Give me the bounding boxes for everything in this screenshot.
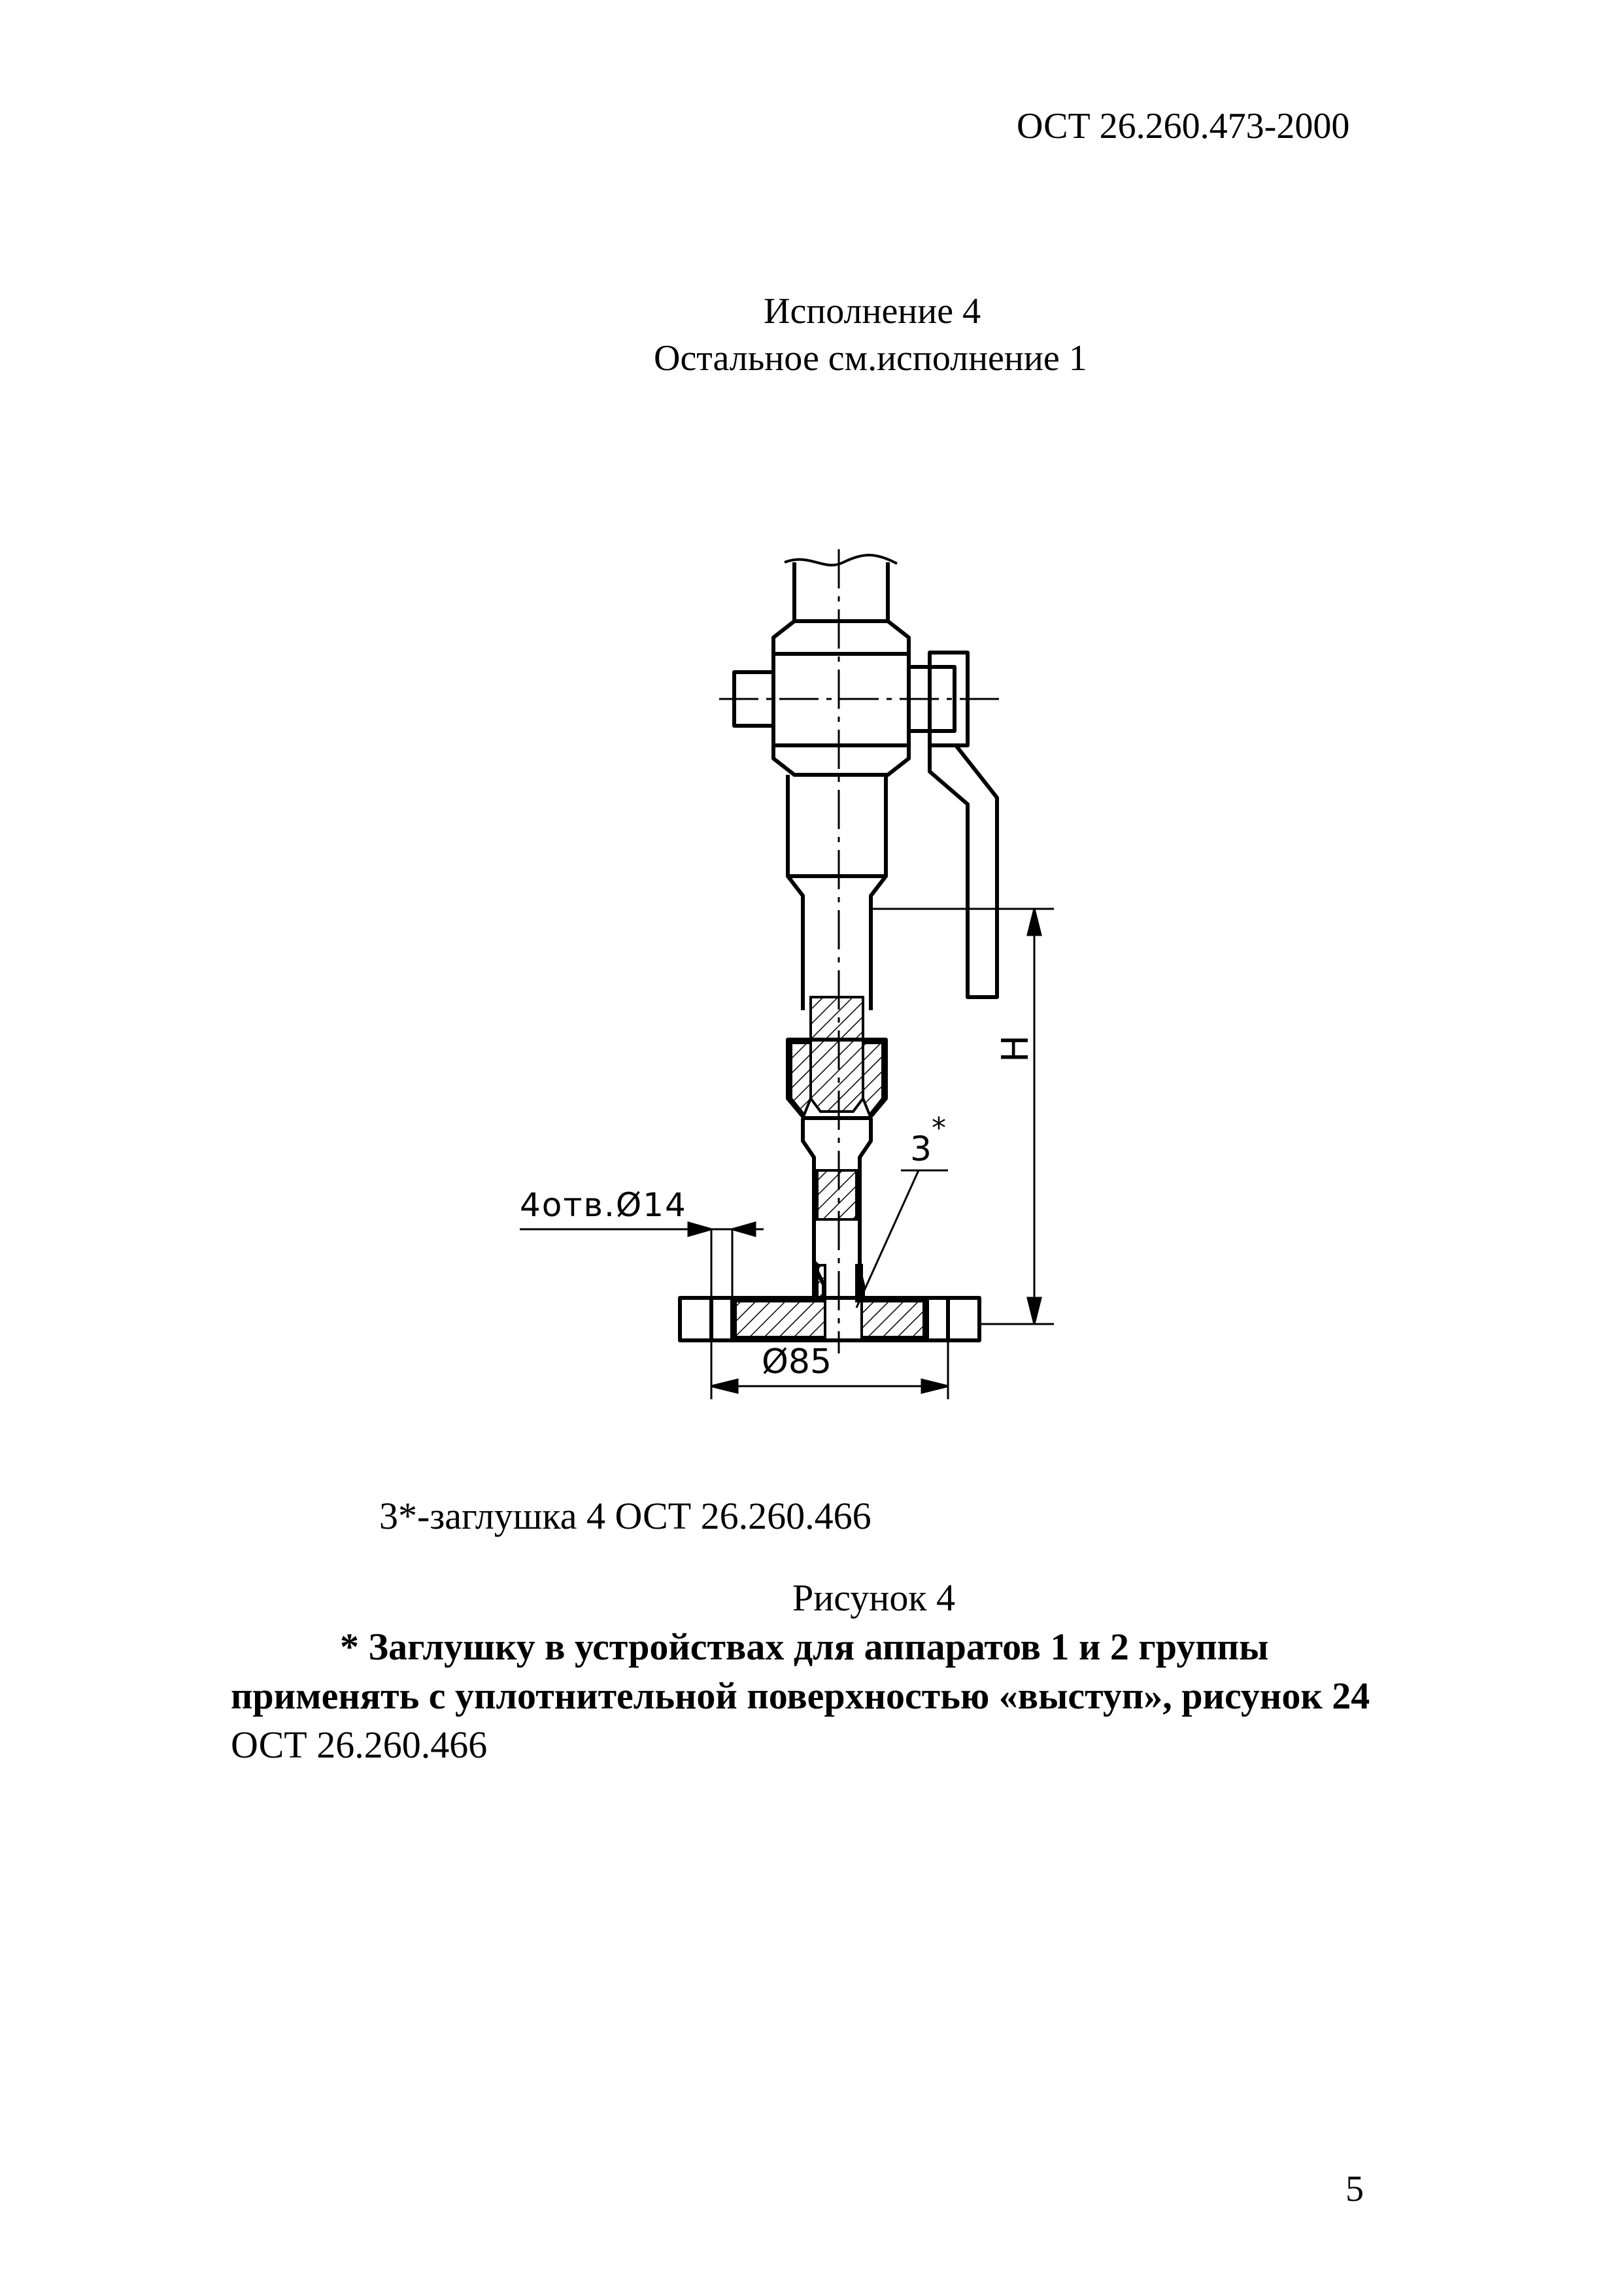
- figure-caption: Рисунок 4: [792, 1576, 955, 1619]
- footnote-line-2: применять с уплотнительной поверхностью «выступ», рисунок 24: [231, 1674, 1370, 1717]
- hatch-flange-left: [736, 1301, 825, 1337]
- execution-subtitle: Остальное см.исполнение 1: [654, 338, 1087, 379]
- valve-neck: [788, 775, 886, 1010]
- top-pipe: [794, 562, 888, 621]
- hatch-lower-stem: [817, 1170, 856, 1219]
- callout-note: 3*-заглушка 4 ОСТ 26.260.466: [379, 1495, 871, 1537]
- hatch-upper-insert: [811, 997, 863, 1112]
- part-number-label: 3: [910, 1130, 932, 1169]
- hatch-flange-right: [862, 1301, 924, 1337]
- part-leader-diag: [856, 1170, 919, 1308]
- footnote-line-1: * Заглушку в устройствах для аппаратов 1 и 2 группы: [340, 1625, 1269, 1668]
- flange: [680, 1262, 979, 1340]
- page-number: 5: [1345, 2169, 1364, 2209]
- height-label: Н: [994, 1034, 1037, 1062]
- hatch-nut-left: [791, 1043, 811, 1115]
- footnote-line-3: ОСТ 26.260.466: [231, 1724, 488, 1766]
- part-star-label: *: [932, 1112, 946, 1145]
- hatch-nut-right: [863, 1043, 883, 1115]
- holes-label: 4отв.Ø14: [520, 1186, 687, 1224]
- break-line: [785, 555, 897, 565]
- execution-title: Исполнение 4: [764, 291, 981, 332]
- valve-handle: [930, 745, 997, 997]
- diameter-label: Ø85: [762, 1342, 832, 1382]
- document-code: ОСТ 26.260.473-2000: [1017, 106, 1350, 146]
